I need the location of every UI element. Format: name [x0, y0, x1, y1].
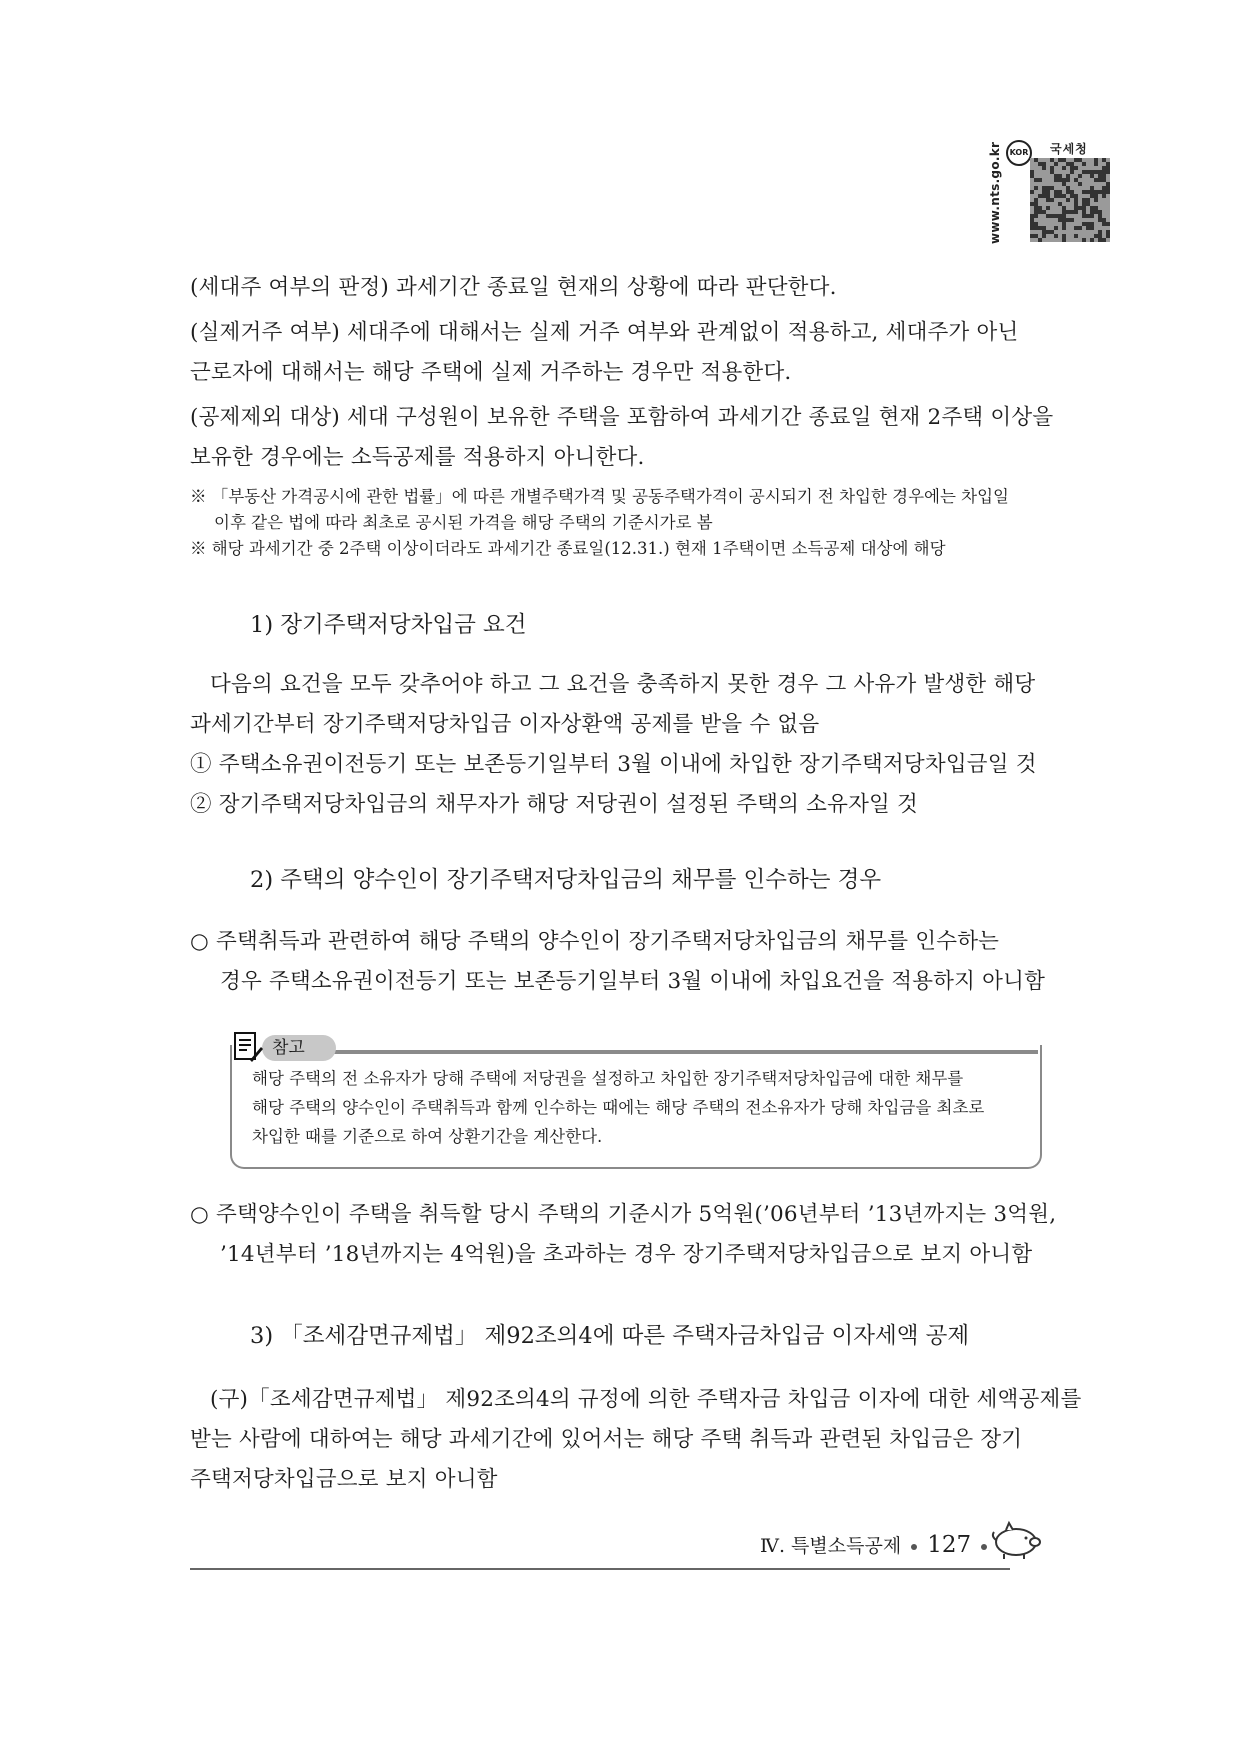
text-line: 주택저당차입금으로 보지 아니함: [190, 1467, 498, 1492]
text-line: 해당 주택의 양수인이 주택취득과 함께 인수하는 때에는 해당 주택의 전소유자가 당해 차입금을 최초로: [252, 1098, 985, 1117]
text-line: 다음의 요건을 모두 갖추어야 하고 그 요건을 충족하지 못한 경우 그 사유가 발생한 해당: [210, 672, 1036, 697]
section-1-body: [190, 665, 1060, 825]
section-2-bullet-1: [190, 922, 1060, 1002]
reference-text: [252, 1064, 1032, 1151]
household-head-paragraph: (세대주 여부의 판정) 과세기간 종료일 현재의 상황에 따라 판단한다.: [190, 275, 837, 300]
page-footer: [760, 1530, 997, 1561]
kor-badge: KOR: [1006, 140, 1032, 166]
list-item: ② 장기주택저당차입금의 채무자가 해당 저당권이 설정된 주택의 소유자일 것: [190, 792, 919, 817]
text-line: 보유한 경우에는 소득공제를 적용하지 아니한다.: [190, 445, 645, 470]
text-line: (실제거주 여부) 세대주에 대해서는 실제 거주 여부와 관계없이 적용하고, 세대주가 아닌: [190, 320, 1019, 345]
text-line: ’14년부터 ’18년까지는 4억원)을 초과하는 경우 장기주택저당차입금으로 보지 아니함: [220, 1242, 1033, 1267]
page-number: 127: [927, 1532, 972, 1558]
notes: [190, 484, 1060, 562]
section-2-bullet-2: [190, 1195, 1060, 1275]
logo-url: www.nts.go.kr: [988, 141, 1002, 244]
section-3-body: [190, 1380, 1082, 1500]
dot-icon: [981, 1544, 987, 1550]
chapter-title: Ⅳ. 특별소득공제: [760, 1535, 902, 1557]
dot-icon: [911, 1544, 917, 1550]
note-line: 이후 같은 법에 따라 최초로 공시된 가격을 해당 주택의 기준시가로 봄: [214, 513, 713, 532]
pig-icon: [990, 1520, 1042, 1560]
nts-logo: [988, 140, 1115, 245]
text-line: ○ 주택취득과 관련하여 해당 주택의 양수인이 장기주택저당차입금의 채무를 인수하는: [190, 929, 1000, 954]
text-line: ○ 주택양수인이 주택을 취득할 당시 주택의 기준시가 5억원(’06년부터 ’13년까지는 3억원,: [190, 1202, 1057, 1227]
section-1-heading: 1) 장기주택저당차입금 요건: [250, 612, 527, 638]
text-line: 근로자에 대해서는 해당 주택에 실제 거주하는 경우만 적용한다.: [190, 360, 792, 385]
exclusion-paragraph: [190, 398, 1060, 478]
text-line: 해당 주택의 전 소유자가 당해 주택에 저당권을 설정하고 차입한 장기주택저당차입금에 대한 채무를: [252, 1069, 964, 1088]
text-line: (공제제외 대상) 세대 구성원이 보유한 주택을 포함하여 과세기간 종료일 현재 2주택 이상을: [190, 405, 1054, 430]
list-item: ① 주택소유권이전등기 또는 보존등기일부터 3월 이내에 차입한 장기주택저당차입금일 것: [190, 752, 1037, 777]
residence-paragraph: [190, 313, 1060, 393]
note-line: ※ 해당 과세기간 중 2주택 이상이더라도 과세기간 종료일(12.31.) 현재 1주택이면 소득공제 대상에 해당: [190, 539, 946, 558]
text-line: 차입한 때를 기준으로 하여 상환기간을 계산한다.: [252, 1127, 603, 1146]
logo-org-name: 국세청: [1050, 142, 1088, 156]
section-2-heading: 2) 주택의 양수인이 장기주택저당차입금의 채무를 인수하는 경우: [250, 867, 882, 893]
section-3-heading: 3) 「조세감면규제법」 제92조의4에 따른 주택자금차입금 이자세액 공제: [250, 1323, 970, 1349]
memo-icon: [232, 1030, 264, 1064]
text-line: 과세기간부터 장기주택저당차입금 이자상환액 공제를 받을 수 없음: [190, 712, 820, 737]
text-line: (구)「조세감면규제법」 제92조의4의 규정에 의한 주택자금 차입금 이자에 대한 세액공제를: [210, 1387, 1082, 1412]
footer-rule: [190, 1568, 1010, 1570]
reference-rule: [326, 1050, 1038, 1054]
note-line: ※ 「부동산 가격공시에 관한 법률」에 따른 개별주택가격 및 공동주택가격이 공시되기 전 차입한 경우에는 차입일: [190, 487, 1009, 506]
text-line: 받는 사람에 대하여는 해당 과세기간에 있어서는 해당 주택 취득과 관련된 차입금은 장기: [190, 1427, 1023, 1452]
text-line: 경우 주택소유권이전등기 또는 보존등기일부터 3월 이내에 차입요건을 적용하지 아니함: [220, 969, 1046, 994]
reference-label: 참고: [272, 1038, 305, 1058]
qr-code-icon: [1030, 158, 1110, 242]
